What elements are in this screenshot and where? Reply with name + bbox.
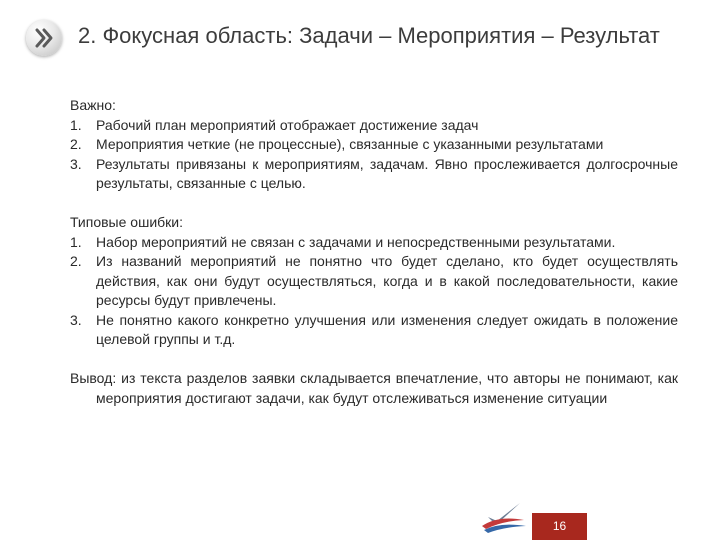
item-text: Набор мероприятий не связан с задачами и непосредственными результатами.	[96, 233, 616, 250]
checkmark-swoosh-logo	[476, 495, 534, 535]
list-item	[70, 155, 678, 194]
item-number: 3.	[70, 311, 82, 328]
item-number: 2.	[70, 136, 82, 152]
list-item	[70, 252, 678, 311]
important-list	[70, 116, 678, 194]
list-item	[70, 233, 678, 253]
typical-errors-heading: Типовые ошибки:	[70, 214, 183, 230]
item-text: Из названий мероприятий не понятно что будет сделано, кто будет осуществлять действия, как они будут осуществляться, когда и в какой последовательности, какие ресурсы будут привлечены.	[96, 253, 678, 308]
slide-title: 2. Фокусная область: Задачи – Мероприятия – Результат	[78, 23, 660, 48]
item-text: Не понятно какого конкретно улучшения или изменения следует ожидать в положение целевой группы и т.д.	[96, 311, 678, 347]
item-text: Рабочий план мероприятий отображает достижение задач	[96, 116, 479, 133]
list-item	[70, 116, 678, 136]
page-number: 16	[532, 513, 587, 540]
item-number: 1.	[70, 116, 82, 133]
item-number: 1.	[70, 233, 82, 250]
typical-errors-section	[70, 213, 678, 350]
important-heading: Важно:	[70, 97, 116, 113]
item-number: 3.	[70, 155, 82, 172]
important-section	[70, 96, 678, 194]
item-text: Мероприятия четкие (не процессные), связанные с указанными результатами	[96, 136, 604, 152]
typical-errors-list	[70, 233, 678, 350]
conclusion-paragraph: Вывод: из текста разделов заявки складывается впечатление, что авторы не понимают, как мероприятия достигают задачи, как будут отслеживаться изменение ситуации	[70, 370, 678, 406]
list-item	[70, 311, 678, 350]
double-chevron-right-icon	[26, 20, 62, 56]
title-bullet	[26, 20, 62, 56]
list-item	[70, 135, 678, 155]
item-number: 2.	[70, 253, 82, 269]
slide-body	[70, 96, 678, 408]
item-text: Результаты привязаны к мероприятиям, задачам. Явно прослеживается долгосрочные результаты, связанные с целью.	[96, 155, 678, 191]
